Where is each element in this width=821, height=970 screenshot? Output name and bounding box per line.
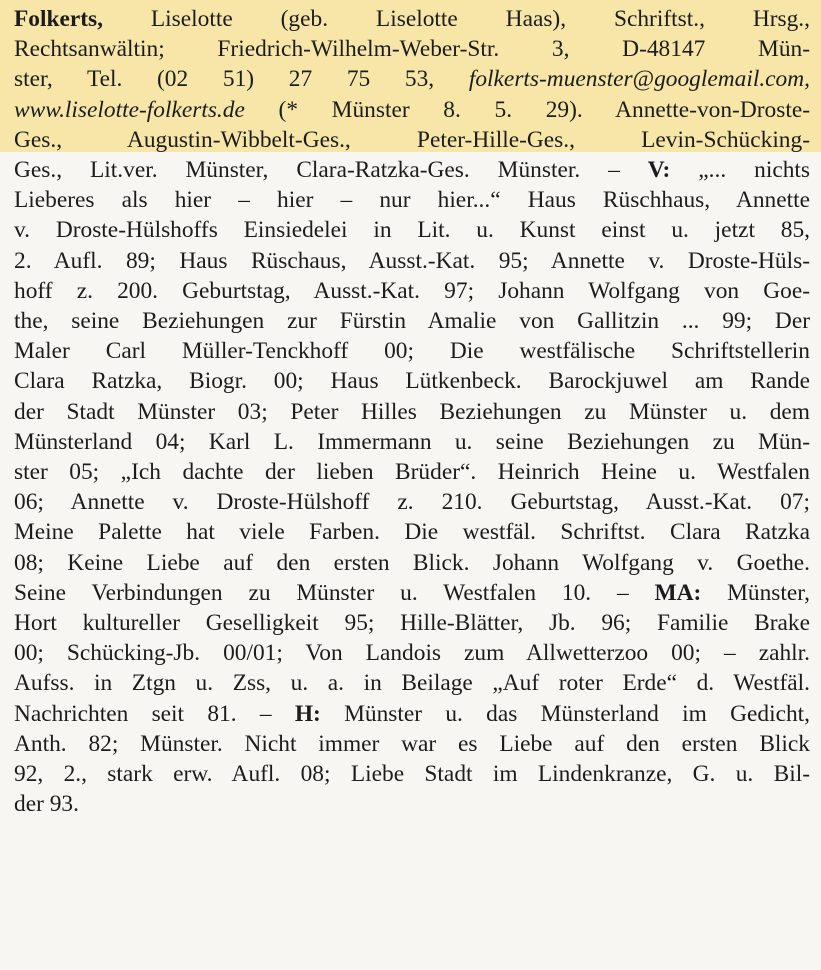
entry-line [14, 578, 810, 608]
entry-text: Münster, [701, 579, 810, 606]
entry-line [14, 729, 810, 759]
entry-line [14, 638, 810, 668]
entry-line [14, 185, 810, 215]
entry-text: der Stadt Münster 03; Peter Hilles Beziehungen zu Münster u. dem [14, 398, 810, 425]
entry-text: der 93. [14, 791, 79, 818]
entry-text: 06; Annette v. Droste-Hülshoff z. 210. Geburtstag, Ausst.-Kat. 07; [14, 489, 810, 516]
entry-line [14, 397, 810, 427]
entry-text: Münster u. das Münsterland im Gedicht, [320, 700, 810, 727]
italic-text: www.liselotte-folkerts.de [14, 96, 245, 123]
entry-text: Liselotte (geb. Liselotte Haas), Schriftst., Hrsg., [103, 6, 810, 32]
entry-text: 2. Aufl. 89; Haus Rüschaus, Ausst.-Kat. 95; Annette v. Droste-Hüls- [14, 247, 810, 274]
entry-line [14, 789, 810, 819]
entry-line [14, 64, 810, 94]
entry-line [14, 215, 810, 245]
entry-text: ster, Tel. (02 51) 27 75 53, [14, 66, 469, 93]
entry-text: Ges., Lit.ver. Münster, Clara-Ratzka-Ges. Münster. – [14, 157, 648, 184]
bold-text: V: [647, 157, 671, 184]
entry-line [14, 34, 810, 64]
entry-line [14, 608, 810, 638]
entry-line [14, 4, 810, 34]
entry-line [14, 155, 810, 185]
entry-line [14, 306, 810, 336]
entry-line [14, 759, 810, 789]
entry-line [14, 336, 810, 366]
lexicon-entry [14, 4, 810, 819]
entry-line [14, 366, 810, 396]
entry-text: hoff z. 200. Geburtstag, Ausst.-Kat. 97; Johann Wolfgang von Goe- [14, 277, 810, 304]
entry-line [14, 276, 810, 306]
entry-text: ster 05; „Ich dachte der lieben Brüder“. Heinrich Heine u. Westfalen [14, 459, 810, 486]
entry-text: (* Münster 8. 5. 29). Annette-von-Droste- [244, 96, 810, 123]
entry-line [14, 548, 810, 578]
entry-text: „... nichts [670, 157, 810, 184]
italic-text: folkerts-muenster@googlemail.com, [468, 66, 810, 93]
entry-text: Aufss. in Ztgn u. Zss, u. a. in Beilage „Auf roter Erde“ d. Westfäl. [14, 670, 810, 697]
entry-text: v. Droste-Hülshoffs Einsiedelei in Lit. u. Kunst einst u. jetzt 85, [14, 217, 810, 244]
entry-text: 92, 2., stark erw. Aufl. 08; Liebe Stadt im Lindenkranze, G. u. Bil- [14, 761, 810, 788]
entry-text: Münsterland 04; Karl L. Immermann u. seine Beziehungen zu Mün- [14, 428, 810, 455]
entry-line [14, 125, 810, 155]
entry-text: Ges., Augustin-Wibbelt-Ges., Peter-Hille-Ges., Levin-Schücking- [14, 126, 810, 153]
entry-text: Lieberes als hier – hier – nur hier...“ Haus Rüschhaus, Annette [14, 187, 810, 214]
entry-line [14, 668, 810, 698]
entry-text: Nachrichten seit 81. – [14, 700, 295, 727]
entry-text: Meine Palette hat viele Farben. Die westfäl. Schriftst. Clara Ratzka [14, 519, 810, 546]
entry-line [14, 517, 810, 547]
entry-line [14, 487, 810, 517]
entry-text: Anth. 82; Münster. Nicht immer war es Liebe auf den ersten Blick [14, 730, 810, 757]
entry-text: Maler Carl Müller-Tenckhoff 00; Die westfälische Schriftstellerin [14, 338, 810, 365]
entry-line [14, 427, 810, 457]
entry-text: Rechtsanwältin; Friedrich-Wilhelm-Weber-Str. 3, D-48147 Mün- [14, 36, 810, 63]
entry-text: Seine Verbindungen zu Münster u. Westfalen 10. – [14, 579, 655, 606]
entry-line [14, 457, 810, 487]
entry-text: Clara Ratzka, Biogr. 00; Haus Lütkenbeck. Barockjuwel am Rande [14, 368, 810, 395]
bold-text: H: [294, 700, 321, 727]
entry-text: 00; Schücking-Jb. 00/01; Von Landois zum Allwetterzoo 00; – zahlr. [14, 640, 810, 667]
bold-text: Folkerts, [14, 6, 103, 32]
entry-line [14, 95, 810, 125]
entry-text: Hort kultureller Geselligkeit 95; Hille-Blätter, Jb. 96; Familie Brake [14, 610, 810, 637]
entry-line [14, 246, 810, 276]
entry-line [14, 699, 810, 729]
entry-text: the, seine Beziehungen zur Fürstin Amalie von Gallitzin ... 99; Der [14, 308, 810, 335]
entry-text: 08; Keine Liebe auf den ersten Blick. Johann Wolfgang v. Goethe. [14, 549, 810, 576]
bold-text: MA: [654, 579, 702, 606]
